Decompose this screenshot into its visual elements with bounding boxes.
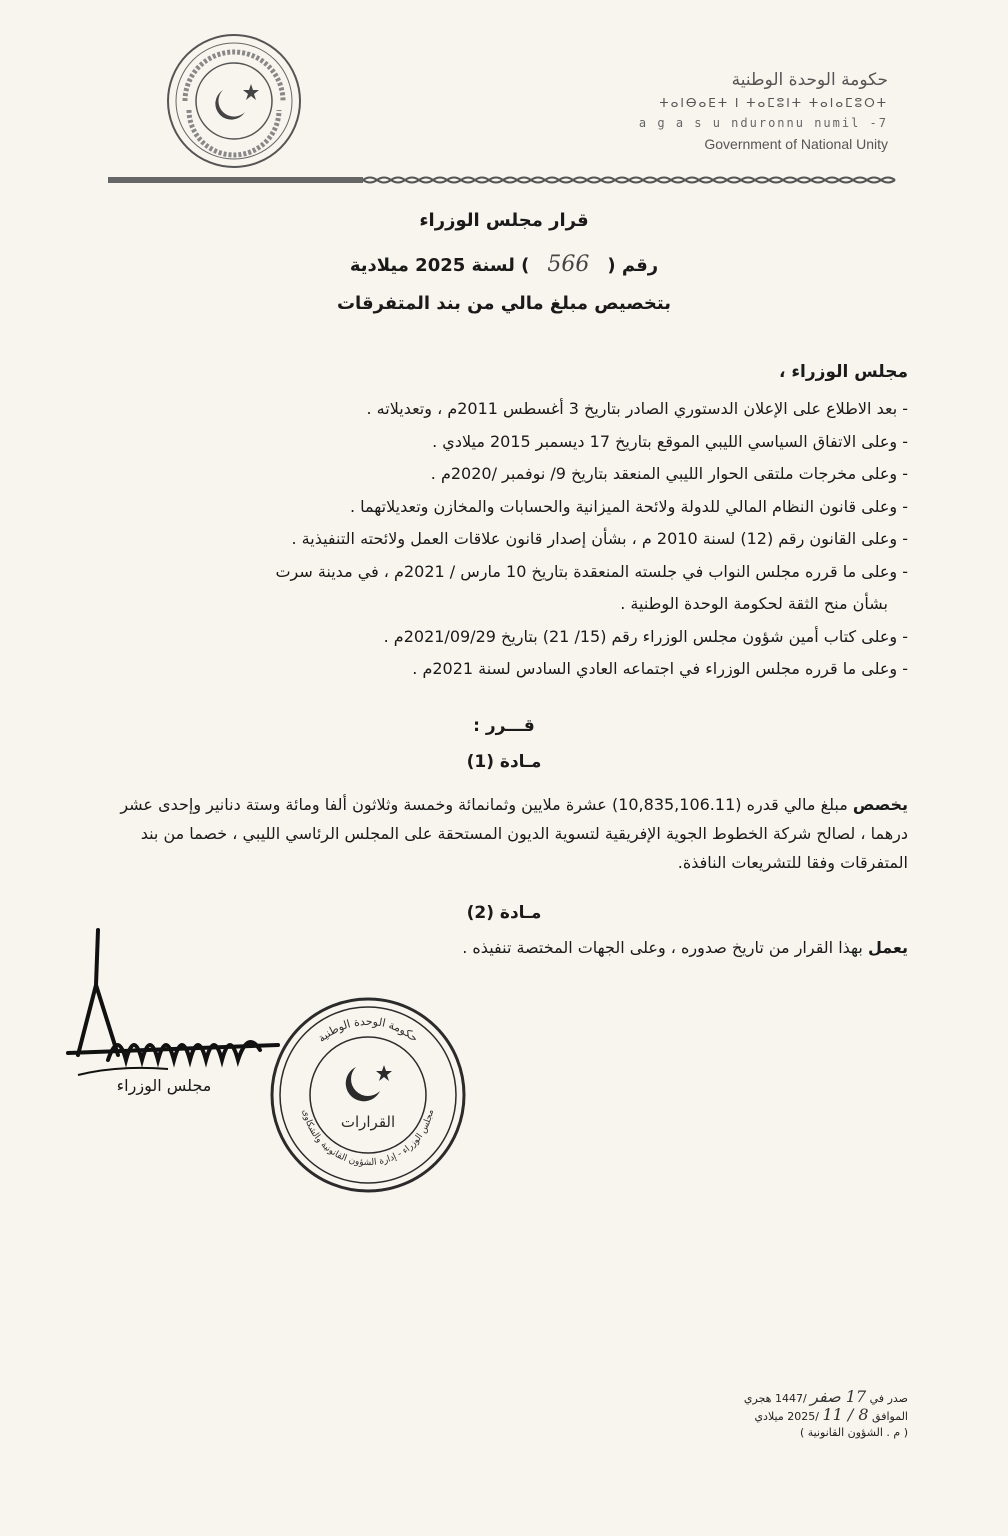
preamble-item-continuation: بشأن منح الثقة لحكومة الوحدة الوطنية . [620, 594, 888, 613]
decision-number: 566 [547, 252, 590, 277]
official-stamp-icon [268, 995, 468, 1195]
issue-date-gregorian: الموافق 8 / 11 /2025 ميلادي [754, 1405, 908, 1424]
article-2-body: بهذا القرار من تاريخ صدوره ، وعلى الجهات المختصة تنفيذه . [462, 938, 868, 957]
issue-reference [668, 1388, 908, 1442]
preamble-item: - وعلى ما قرره مجلس الوزراء في اجتماعه العادي السادس لسنة 2021م . [412, 659, 908, 678]
government-header [568, 70, 888, 152]
header-divider [108, 175, 898, 185]
government-name-arabic: حكومة الوحدة الوطنية [731, 70, 888, 90]
issue-date-gregorian-handwritten: 8 / 11 [822, 1405, 869, 1424]
article-2-lead: يعمل [867, 938, 908, 957]
article-2-heading: مـادة (2) [466, 903, 542, 923]
preamble-list [88, 393, 908, 686]
preamble-heading: مجلس الوزراء ، [778, 362, 908, 382]
preamble-item: - وعلى كتاب أمين شؤون مجلس الوزراء رقم (15/ 21) بتاريخ 2021/09/29م . [383, 626, 908, 646]
article-1-body: مبلغ مالي قدره (10,835,106.11) عشرة ملايين وثمانمائة وخمسة وثلاثون ألفا ومائة وستة دنانير وإحدى عشر درهما ، لصالح شركة الخطوط الجوية الإفريقية لتسوية الديون المستحقة على المجلس الرئاسي الليبي ، خصما من بند المتفرقات وفقا للتشريعات النافذة. [120, 795, 908, 872]
decision-number-line [0, 252, 1008, 277]
preamble-item: - وعلى قانون النظام المالي للدولة ولائحة الميزانية والحسابات والمخازن وتعديلاتهما . [349, 496, 908, 516]
preamble-item: - بعد الاطلاع على الإعلان الدستوري الصادر بتاريخ 3 أغسطس 2011م ، وتعديلاته . [366, 399, 908, 418]
decided-heading: قـــرر : [473, 716, 535, 736]
stamp-ring-text: مجلس الوزراء - إدارة الشؤون القانونية والشكاوى [299, 1108, 437, 1169]
decision-year: ) لسنة 2025 ميلادية [349, 255, 530, 276]
issuing-department: ( م . الشؤون القانونية ) [799, 1426, 908, 1439]
decision-number-prefix: رقم ( [607, 255, 659, 276]
issue-date-hijri-handwritten: 17 صفر [810, 1387, 867, 1406]
issue-date-hijri: صدر في 17 صفر /1447 هجري [743, 1387, 908, 1406]
signature-label: مجلس الوزراء [116, 1076, 212, 1095]
article-1-lead: يخصص [852, 795, 908, 814]
svg-text:حكومة الوحدة الوطنية [315, 1015, 420, 1045]
signature-icon [48, 925, 298, 1095]
preamble-item: - وعلى ما قرره مجلس النواب في جلسته المنعقدة بتاريخ 10 مارس / 2021م ، في مدينة سرت [275, 561, 908, 581]
decision-subject: بتخصيص مبلغ مالي من بند المتفرقات [336, 293, 672, 314]
article-1-text [88, 790, 908, 877]
government-name-tifinagh: ⵜⴰⵏⴱⴰⴹⵜ ⵏ ⵜⴰⵎⵓⵏⵜ ⵜⴰⵏⴰⵎⵓⵔⵜ [659, 96, 888, 110]
preamble-item: - وعلى مخرجات ملتقى الحوار الليبي المنعقد بتاريخ 9/ نوفمبر /2020م . [430, 464, 908, 483]
government-name-latin-tifinagh: a g a s u nduronnu numil -7 [638, 116, 888, 130]
government-seal-icon [165, 32, 303, 170]
government-name-english: Government of National Unity [704, 136, 888, 152]
stamp-center-text: القرارات [340, 1113, 396, 1131]
article-1-heading: مـادة (1) [466, 752, 542, 772]
preamble-item: - وعلى القانون رقم (12) لسنة 2010 م ، بشأن إصدار قانون علاقات العمل ولائحته التنفيذية . [291, 529, 908, 548]
decision-title: قرار مجلس الوزراء [419, 210, 589, 231]
stamp-top-text: حكومة الوحدة الوطنية [315, 1014, 421, 1045]
preamble-item: - وعلى الاتفاق السياسي الليبي الموقع بتاريخ 17 ديسمبر 2015 ميلادي . [432, 431, 908, 451]
